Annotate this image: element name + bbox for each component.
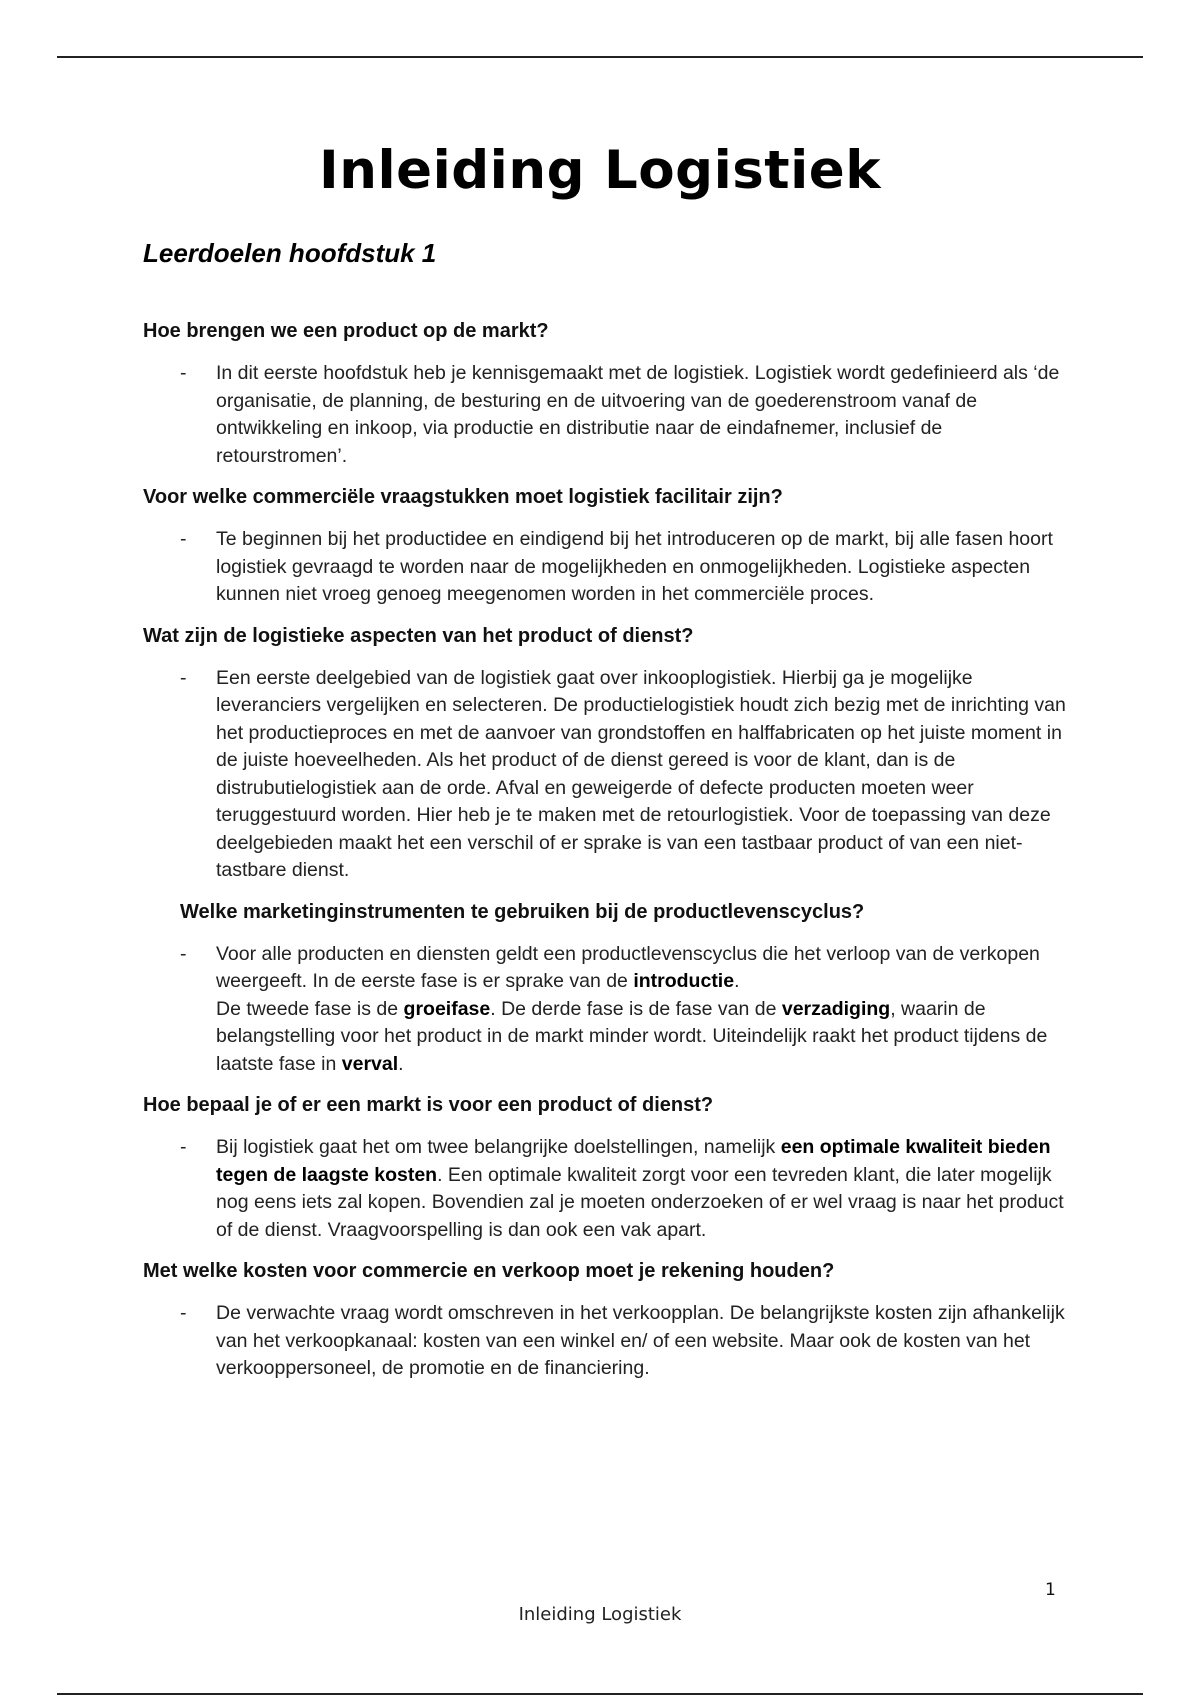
section-question: Met welke kosten voor commercie en verkoop moet je rekening houden? xyxy=(143,1260,835,1282)
list-item xyxy=(143,1134,1068,1244)
list-item xyxy=(143,665,1068,885)
page-number: 1 xyxy=(1045,1580,1056,1600)
term-verzadiging: verzadiging xyxy=(781,997,891,1020)
section-question: Welke marketinginstrumenten te gebruiken bij de productlevenscyclus? xyxy=(180,900,865,923)
dash-bullet: - xyxy=(180,666,187,689)
document-title: Inleiding Logistiek xyxy=(319,140,881,201)
section-6 xyxy=(143,1258,1068,1383)
section-5 xyxy=(143,1092,1068,1244)
item-text: Een eerste deelgebied van de logistiek gaat over inkooplogistiek. Hierbij ga je mogelijke leveranciers vergelijken en selecteren. De productielogistiek houdt zich bezig met de inrichting van het productieproces en met de aanvoer van grondstoffen en halffabricaten op het juiste moment in de juiste hoeveelheden. Als het product of de dienst gereed is voor de klant, dan is de distrubutielogistiek aan de orde. Afval en geweigerde of defecte producten moeten weer teruggestuurd worden. Hier heb je te maken met de retourlogistiek. Voor de toepassing van deze deelgebieden maakt het een verschil of er sprake is van een tastbaar product of van een niet-tastbare dienst. xyxy=(216,666,1066,881)
term-groeifase: groeifase xyxy=(403,997,491,1020)
term-verval: verval xyxy=(341,1052,399,1075)
section-question: Hoe bepaal je of er een markt is voor een product of dienst? xyxy=(143,1094,714,1116)
list-item xyxy=(143,526,1068,609)
section-1 xyxy=(143,318,1068,470)
document-body xyxy=(143,318,1068,1397)
item-text: Voor alle producten en diensten geldt een productlevenscyclus die het verloop van de verkopen weergeeft. In de eerste fase is er sprake van de introductie. De tweede fase is de groeifase. De derde fase is de fase van de verzadiging, waarin de belangstelling voor het product in de markt minder wordt. Uiteindelijk raakt het product tijdens de laatste fase in verval. xyxy=(216,942,1048,1075)
list-item xyxy=(143,360,1068,470)
dash-bullet: - xyxy=(180,528,187,550)
footer-rule xyxy=(57,1693,1143,1695)
section-3 xyxy=(143,623,1068,885)
section-4 xyxy=(143,899,1068,1079)
item-text: In dit eerste hoofdstuk heb je kennisgemaakt met de logistiek. Logistiek wordt gedefinieerd als ‘de organisatie, de planning, de besturing en de uitvoering van de goederenstroom vanaf de ontwikkeling en inkoop, via productie en distributie naar de eindafnemer, inclusief de retourstromen’. xyxy=(216,362,1060,467)
item-text: Bij logistiek gaat het om twee belangrijke doelstellingen, namelijk een optimale kwaliteit bieden tegen de laagste kosten. Een optimale kwaliteit zorgt voor een tevreden klant, die later mogelijk nog eens iets zal kopen. Bovendien zal je moeten onderzoeken of er wel vraag is naar het product of de dienst. Vraagvoorspelling is dan ook een vak apart. xyxy=(216,1136,1064,1241)
section-question: Hoe brengen we een product op de markt? xyxy=(143,320,549,342)
list-item xyxy=(143,1300,1068,1383)
item-text: De verwachte vraag wordt omschreven in het verkoopplan. De belangrijkste kosten zijn afhankelijk van het verkoopkanaal: kosten van een winkel en/ of een website. Maar ook de kosten van het verkooppersoneel, de promotie en de financiering. xyxy=(216,1302,1065,1379)
item-text: Te beginnen bij het productidee en eindigend bij het introduceren op de markt, bij alle fasen hoort logistiek gevraagd te worden naar de mogelijkheden en onmogelijkheden. Logistieke aspecten kunnen niet vroeg genoeg meegenomen worden in het commerciële proces. xyxy=(216,528,1053,605)
header-rule xyxy=(57,56,1143,58)
section-question: Voor welke commerciële vraagstukken moet logistiek facilitair zijn? xyxy=(143,486,783,508)
page-footer: Inleiding Logistiek xyxy=(518,1604,682,1625)
list-item xyxy=(143,941,1068,1079)
term-introductie: introductie xyxy=(633,970,735,992)
term-doelstellingen: een optimale kwaliteit bieden tegen de laagste kosten xyxy=(216,1136,1051,1186)
dash-bullet: - xyxy=(180,942,187,965)
dash-bullet: - xyxy=(180,1302,187,1324)
subtitle: Leerdoelen hoofdstuk 1 xyxy=(143,238,437,268)
section-question: Wat zijn de logistieke aspecten van het product of dienst? xyxy=(143,624,694,647)
dash-bullet: - xyxy=(180,362,187,384)
dash-bullet: - xyxy=(180,1136,187,1158)
section-2 xyxy=(143,484,1068,609)
